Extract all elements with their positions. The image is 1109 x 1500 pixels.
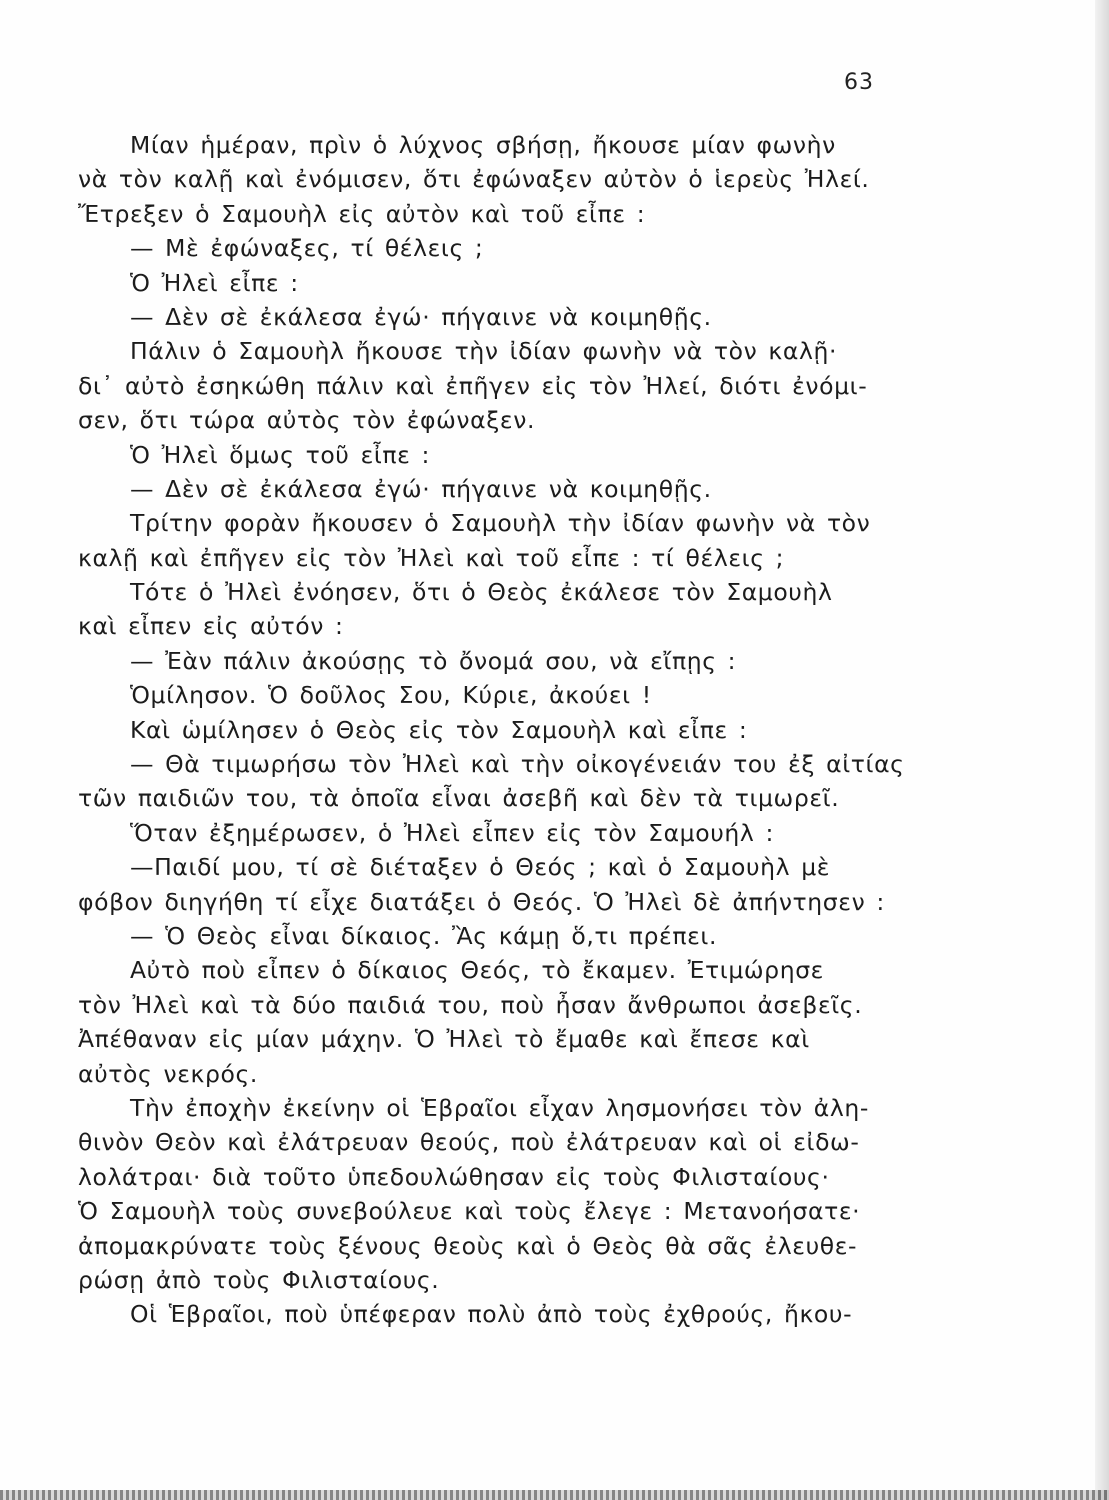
text-line: καὶ εἶπεν εἰς αὐτόν :: [78, 612, 344, 641]
text-line: Αὐτὸ ποὺ εἶπεν ὁ δίκαιος Θεός, τὸ ἔκαμεν. Ἐτιμώρησε: [130, 956, 824, 985]
text-line: — Δὲν σὲ ἐκάλεσα ἐγώ· πήγαινε νὰ κοιμηθῇς.: [130, 302, 712, 331]
text-line: αὐτὸς νεκρός.: [78, 1059, 258, 1088]
page-number: 63: [844, 70, 874, 95]
text-line: νὰ τὸν καλῇ καὶ ἐνόμισεν, ὅτι ἐφώναξεν αὐτὸν ὁ ἱερεὺς Ἠλεί.: [78, 165, 870, 194]
text-line: Ὅταν ἐξημέρωσεν, ὁ Ἠλεὶ εἶπεν εἰς τὸν Σαμουήλ :: [130, 818, 774, 847]
text-line: Τὴν ἐποχὴν ἐκείνην οἱ Ἑβραῖοι εἶχαν λησμονήσει τὸν ἀλη-: [130, 1093, 869, 1122]
text-line: τῶν παιδιῶν του, τὰ ὁποῖα εἶναι ἀσεβῆ καὶ δὲν τὰ τιμωρεῖ.: [78, 784, 840, 813]
text-line: δι᾽ αὐτὸ ἐσηκώθη πάλιν καὶ ἐπῆγεν εἰς τὸν Ἠλεί, διότι ἐνόμι-: [78, 371, 868, 400]
text-line: Καὶ ὡμίλησεν ὁ Θεὸς εἰς τὸν Σαμουὴλ καὶ εἶπε :: [130, 715, 748, 744]
page-edge-shadow: [1095, 0, 1109, 1500]
text-line: — Ὁ Θεὸς εἶναι δίκαιος. Ἂς κάμῃ ὅ,τι πρέπει.: [130, 921, 718, 950]
text-line: Τρίτην φορὰν ἤκουσεν ὁ Σαμουὴλ τὴν ἰδίαν φωνὴν νὰ τὸν: [130, 509, 871, 538]
text-line: Ἔτρεξεν ὁ Σαμουὴλ εἰς αὐτὸν καὶ τοῦ εἶπε :: [78, 199, 646, 228]
text-line: — Μὲ ἐφώναξες, τί θέλεις ;: [130, 234, 484, 263]
text-line: σεν, ὅτι τώρα αὐτὸς τὸν ἐφώναξεν.: [78, 406, 536, 435]
text-line: φόβον διηγήθη τί εἶχε διατάξει ὁ Θεός. Ὁ Ἠλεὶ δὲ ἀπήντησεν :: [78, 887, 885, 916]
text-line: Πάλιν ὁ Σαμουὴλ ἤκουσε τὴν ἰδίαν φωνὴν νὰ τὸν καλῇ·: [130, 337, 838, 366]
text-line: — Θὰ τιμωρήσω τὸν Ἠλεὶ καὶ τὴν οἰκογένειάν του ἐξ αἰτίας: [130, 750, 905, 779]
text-line: ρώσῃ ἀπὸ τοὺς Φιλισταίους.: [78, 1265, 440, 1294]
text-line: Ἀπέθαναν εἰς μίαν μάχην. Ὁ Ἠλεὶ τὸ ἔμαθε καὶ ἔπεσε καὶ: [78, 1025, 810, 1054]
text-line: Τότε ὁ Ἠλεὶ ἐνόησεν, ὅτι ὁ Θεὸς ἐκάλεσε τὸν Σαμουὴλ: [130, 578, 833, 607]
text-line: Οἱ Ἑβραῖοι, ποὺ ὑπέφεραν πολὺ ἀπὸ τοὺς ἐχθρούς, ἤκου-: [130, 1300, 853, 1329]
text-line: λολάτραι· διὰ τοῦτο ὑπεδουλώθησαν εἰς τοὺς Φιλισταίους·: [78, 1162, 830, 1191]
text-line: ἀπομακρύνατε τοὺς ξένους θεοὺς καὶ ὁ Θεὸς θὰ σᾶς ἐλευθε-: [78, 1231, 858, 1260]
text-line: Ὁ Ἠλεὶ ὅμως τοῦ εἶπε :: [130, 440, 431, 469]
text-line: — Δὲν σὲ ἐκάλεσα ἐγώ· πήγαινε νὰ κοιμηθῇς.: [130, 474, 712, 503]
text-line: —Παιδί μου, τί σὲ διέταξεν ὁ Θεός ; καὶ ὁ Σαμουὴλ μὲ: [130, 853, 831, 882]
text-line: τὸν Ἠλεὶ καὶ τὰ δύο παιδιά του, ποὺ ἦσαν ἄνθρωποι ἀσεβεῖς.: [78, 990, 863, 1019]
body-text: [78, 128, 934, 1332]
scan-bottom-edge: [0, 1490, 1109, 1500]
text-line: θινὸν Θεὸν καὶ ἐλάτρευαν θεούς, ποὺ ἐλάτρευαν καὶ οἱ εἰδω-: [78, 1128, 860, 1157]
text-line: καλῇ καὶ ἐπῆγεν εἰς τὸν Ἠλεὶ καὶ τοῦ εἶπε : τί θέλεις ;: [78, 543, 785, 572]
text-line: Ὁ Σαμουὴλ τοὺς συνεβούλευε καὶ τοὺς ἔλεγε : Μετανοήσατε·: [78, 1197, 861, 1226]
text-line: Μίαν ἡμέραν, πρὶν ὁ λύχνος σβήσῃ, ἤκουσε μίαν φωνὴν: [130, 131, 836, 159]
text-line: — Ἐὰν πάλιν ἀκούσῃς τὸ ὄνομά σου, νὰ εἴπῃς :: [130, 646, 737, 675]
text-line: Ὁμίλησον. Ὁ δοῦλος Σου, Κύριε, ἀκούει !: [130, 681, 652, 710]
text-line: Ὁ Ἠλεὶ εἶπε :: [130, 268, 299, 297]
